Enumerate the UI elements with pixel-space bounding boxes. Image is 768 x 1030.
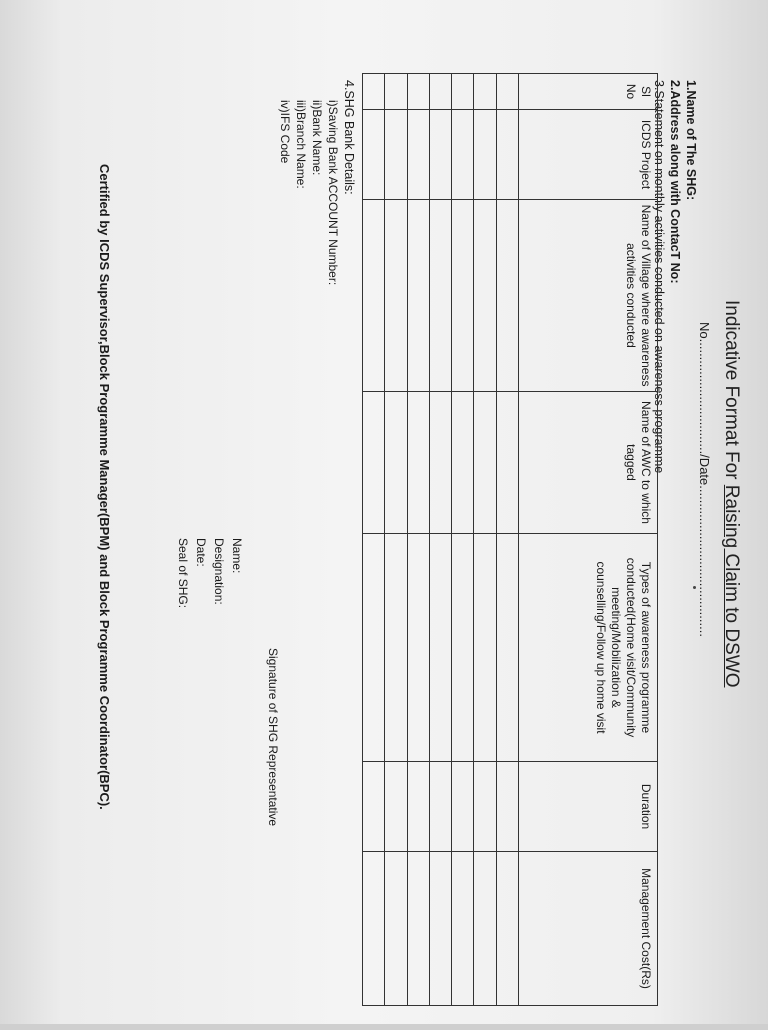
table-cell[interactable] [452,534,474,762]
table-cell[interactable] [385,200,407,392]
table-cell[interactable] [474,392,496,534]
table-cell[interactable] [474,200,496,392]
header-management-cost: Management Cost(Rs) [519,852,658,1006]
table-cell[interactable] [429,200,451,392]
table-cell[interactable] [407,74,429,110]
table-cell[interactable] [385,534,407,762]
bank-account-number: i)Saving Bank ACCOUNT Number: [326,100,340,286]
table-cell[interactable] [496,110,518,200]
table-cell[interactable] [474,534,496,762]
bank-details-heading: 4.SHG Bank Details: [342,80,356,195]
table-cell[interactable] [429,762,451,852]
signature-date: Date: [194,538,208,567]
table-cell[interactable] [363,110,385,200]
table-cell[interactable] [452,110,474,200]
field-name-of-shg: 1.Name of The SHG: [684,80,698,201]
table-cell[interactable] [496,534,518,762]
table-cell[interactable] [429,74,451,110]
header-duration: Duration [519,762,658,852]
signature-designation: Designation: [212,538,226,605]
table-cell[interactable] [407,852,429,1006]
bank-ifs-code: iv)IFS Code [278,100,292,164]
table-cell[interactable] [407,762,429,852]
signature-seal: Seal of SHG: [176,538,190,609]
signature-name: Name: [230,538,244,574]
table-cell[interactable] [407,392,429,534]
table-cell[interactable] [452,392,474,534]
table-cell[interactable] [452,200,474,392]
table-cell[interactable] [407,534,429,762]
signature-heading: Signature of SHG Representative [266,648,280,827]
field-statement: 3.Statement on monthly activities conducted on awareness programme [652,80,666,474]
table-cell[interactable] [363,392,385,534]
header-awc: Name of AWC to which tagged [519,392,658,534]
table-cell[interactable] [385,762,407,852]
table-row [363,74,385,1006]
field-address: 2.Address along with ContacT No: [668,80,682,284]
form-title [720,300,742,1030]
header-village: Name of Village where awareness activities conducted [519,200,658,392]
table-cell[interactable] [407,110,429,200]
table-cell[interactable] [363,534,385,762]
number-date-line: No................................/Date.......................................... [697,322,712,637]
table-header-row [519,74,658,1006]
table-cell[interactable] [385,852,407,1006]
table-cell[interactable] [474,852,496,1006]
table-cell[interactable] [496,200,518,392]
table-cell[interactable] [452,852,474,1006]
table-cell[interactable] [429,534,451,762]
table-cell[interactable] [407,200,429,392]
header-sl-no: Sl No [519,74,658,110]
table-cell[interactable] [429,110,451,200]
scan-speck [693,586,696,589]
table-row [429,74,451,1006]
table-cell[interactable] [363,200,385,392]
table-row [474,74,496,1006]
certification-note: Certified by ICDS Supervisor,Block Programme Manager(BPM) and Block Programme Coordinator(BPC). [97,164,112,810]
table-cell[interactable] [452,762,474,852]
table-cell[interactable] [429,392,451,534]
table-cell[interactable] [385,74,407,110]
title-underlined: Raising Claim to DSWO [721,484,742,688]
table-cell[interactable] [385,110,407,200]
table-cell[interactable] [363,762,385,852]
table-cell[interactable] [363,74,385,110]
bank-branch-name: iii)Branch Name: [294,100,308,189]
table-cell[interactable] [474,74,496,110]
table-cell[interactable] [363,852,385,1006]
table-cell[interactable] [496,852,518,1006]
header-icds-project: ICDS Project [519,110,658,200]
table-row [385,74,407,1006]
table-row [452,74,474,1006]
table-cell[interactable] [385,392,407,534]
bank-name: ii)Bank Name: [310,100,324,176]
title-prefix: Indicative Format For [721,300,742,485]
header-awareness-types: Types of awareness programme conducted(Home visit/Community meeting/Mobilization & counselling/Follow up home visit [519,534,658,762]
table-cell[interactable] [474,762,496,852]
activities-table [362,73,658,1006]
table-row [407,74,429,1006]
table-cell[interactable] [496,74,518,110]
table-row [496,74,518,1006]
table-cell[interactable] [452,74,474,110]
table-cell[interactable] [429,852,451,1006]
table-cell[interactable] [496,762,518,852]
table-cell[interactable] [474,110,496,200]
table-cell[interactable] [496,392,518,534]
